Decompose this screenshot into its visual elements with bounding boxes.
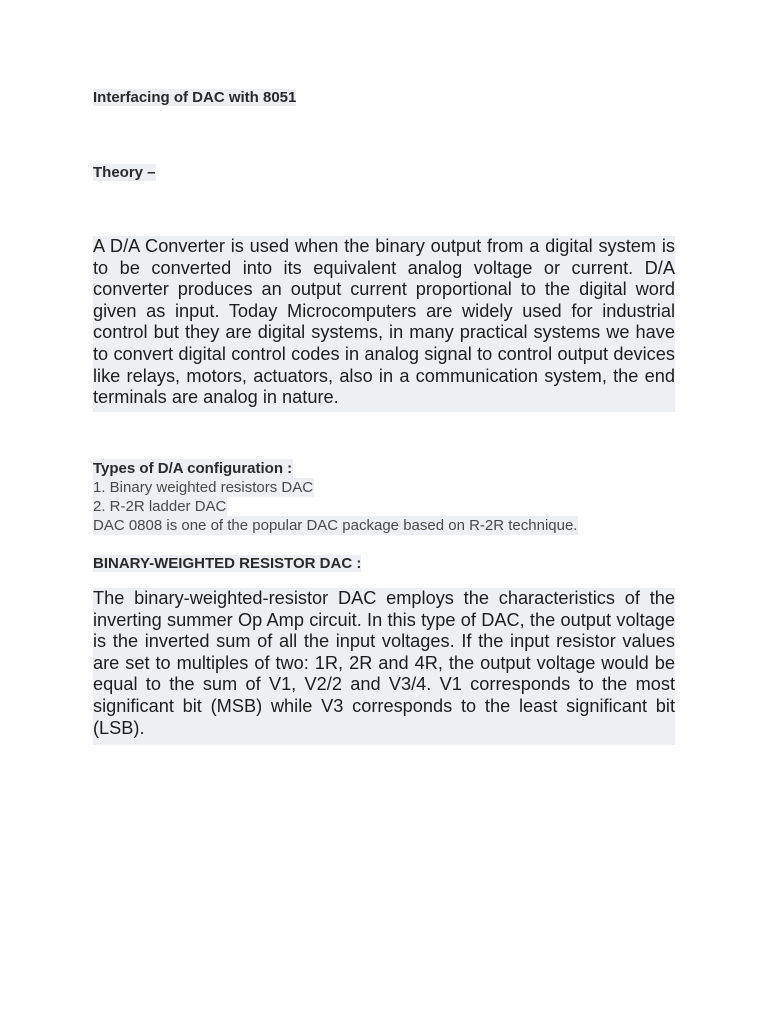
list-item xyxy=(93,497,578,516)
document-title-text: Interfacing of DAC with 8051 xyxy=(93,89,297,106)
binary-weighted-paragraph: The binary-weighted-resistor DAC employs the characteristics of the inverting summer Op Amp circuit. In this type of DAC, the output voltage is the inverted sum of all the input voltages. If the input resistor values are set to multiples of two: 1R, 2R and 4R, the output voltage would be equal to the sum of V1, V2/2 and V3/4. V1 corresponds to the most significant bit (MSB) while V3 corresponds to the least significant bit (LSB). xyxy=(93,588,675,745)
theory-heading-text: Theory – xyxy=(93,164,156,181)
list-item-text: DAC 0808 is one of the popular DAC package based on R-2R technique. xyxy=(93,517,578,534)
types-list xyxy=(93,459,578,535)
list-item-text: 1. Binary weighted resistors DAC xyxy=(93,479,314,496)
types-heading-text: Types of D/A configuration : xyxy=(93,460,293,477)
list-item-text: 2. R-2R ladder DAC xyxy=(93,498,227,515)
binary-weighted-heading xyxy=(93,554,361,573)
types-heading xyxy=(93,459,578,478)
list-item xyxy=(93,478,578,497)
binary-weighted-heading-text: BINARY-WEIGHTED RESISTOR DAC : xyxy=(93,555,362,572)
theory-heading xyxy=(93,163,156,182)
document-title xyxy=(93,88,296,107)
intro-paragraph: A D/A Converter is used when the binary output from a digital system is to be converted into its equivalent analog voltage or current. D/A converter produces an output current proportional to the digital word given as input. Today Microcomputers are widely used for industrial control but they are digital systems, in many practical systems we have to convert digital control codes in analog signal to control output devices like relays, motors, actuators, also in a communication system, the end terminals are analog in nature. xyxy=(93,236,675,412)
list-item xyxy=(93,516,578,535)
